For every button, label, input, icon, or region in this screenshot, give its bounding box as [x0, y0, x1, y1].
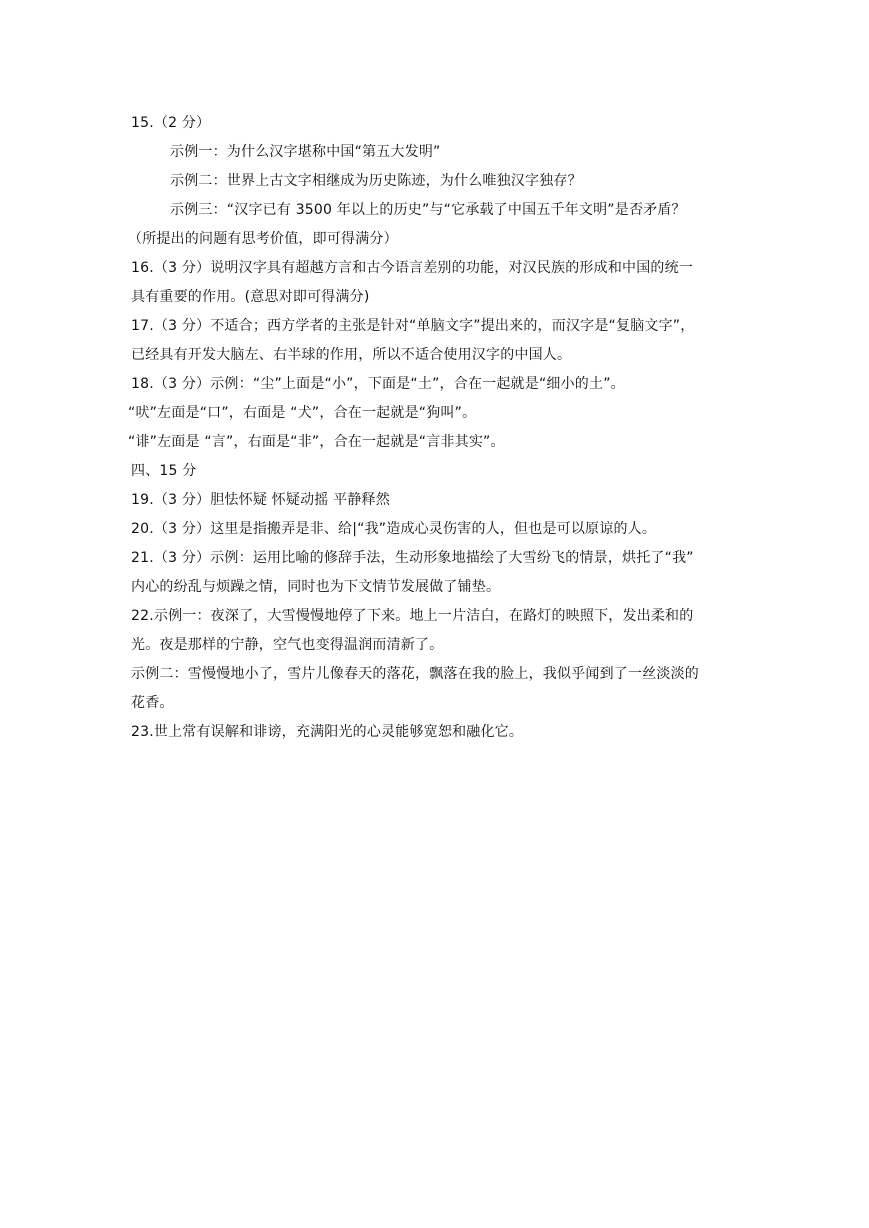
q16-answer-line-1: 16.（3 分）说明汉字具有超越方言和古今语言差别的功能，对汉民族的形成和中国的统一	[131, 260, 694, 276]
q15-example-1: 示例一：为什么汉字堪称中国“第五大发明”	[170, 144, 441, 160]
q21-answer-line-2: 内心的纷乱与烦躁之情，同时也为下文情节发展做了铺垫。	[131, 579, 501, 595]
q20-answer: 20.（3 分）这里是指搬弄是非、给|“我”造成心灵伤害的人，但也是可以原谅的人。	[131, 521, 657, 537]
q22-example-1-line-2: 光。夜是那样的宁静，空气也变得温润而清新了。	[131, 637, 444, 653]
q18-answer-line-3: “诽”左面是 “言”，右面是“非”，合在一起就是“言非其实”。	[128, 434, 505, 450]
q18-answer-line-1: 18.（3 分）示例：“尘”上面是“小”，下面是“土”，合在一起就是“细小的土”。	[131, 376, 625, 392]
q23-answer: 23.世上常有误解和诽谤，充满阳光的心灵能够宽恕和融化它。	[131, 724, 524, 740]
q22-example-2-line-1: 示例二：雪慢慢地小了，雪片儿像春天的落花，飘落在我的脸上，我似乎闻到了一丝淡淡的	[131, 666, 699, 682]
q17-answer-line-1: 17.（3 分）不适合；西方学者的主张是针对“单脑文字”提出来的，而汉字是“复脑文字”，	[131, 318, 695, 334]
q21-answer-line-1: 21.（3 分）示例：运用比喻的修辞手法，生动形象地描绘了大雪纷飞的情景，烘托了“我”	[131, 550, 694, 566]
q19-answer: 19.（3 分）胆怯怀疑 怀疑动摇 平静释然	[131, 492, 390, 508]
section-four-heading: 四、15 分	[131, 463, 197, 479]
q18-answer-line-2: “吠”左面是“口”，右面是 “犬”，合在一起就是“狗叫”。	[128, 405, 477, 421]
q15-heading: 15.（2 分）	[131, 115, 211, 131]
q15-scoring-note: （所提出的问题有思考价值，即可得满分）	[128, 231, 398, 247]
q15-example-2: 示例二：世界上古文字相继成为历史陈迹，为什么唯独汉字独存？	[170, 173, 582, 189]
q17-answer-line-2: 已经具有开发大脑左、右半球的作用，所以不适合使用汉字的中国人。	[131, 347, 572, 363]
q22-example-2-line-2: 花香。	[131, 695, 174, 711]
q22-example-1-line-1: 22.示例一：夜深了，大雪慢慢地停了下来。地上一片洁白，在路灯的映照下，发出柔和的	[131, 608, 694, 624]
q16-answer-line-2: 具有重要的作用。(意思对即可得满分)	[131, 289, 370, 305]
q15-example-3: 示例三：“汉字已有 3500 年以上的历史”与“它承载了中国五千年文明”是否矛盾？	[170, 202, 686, 218]
